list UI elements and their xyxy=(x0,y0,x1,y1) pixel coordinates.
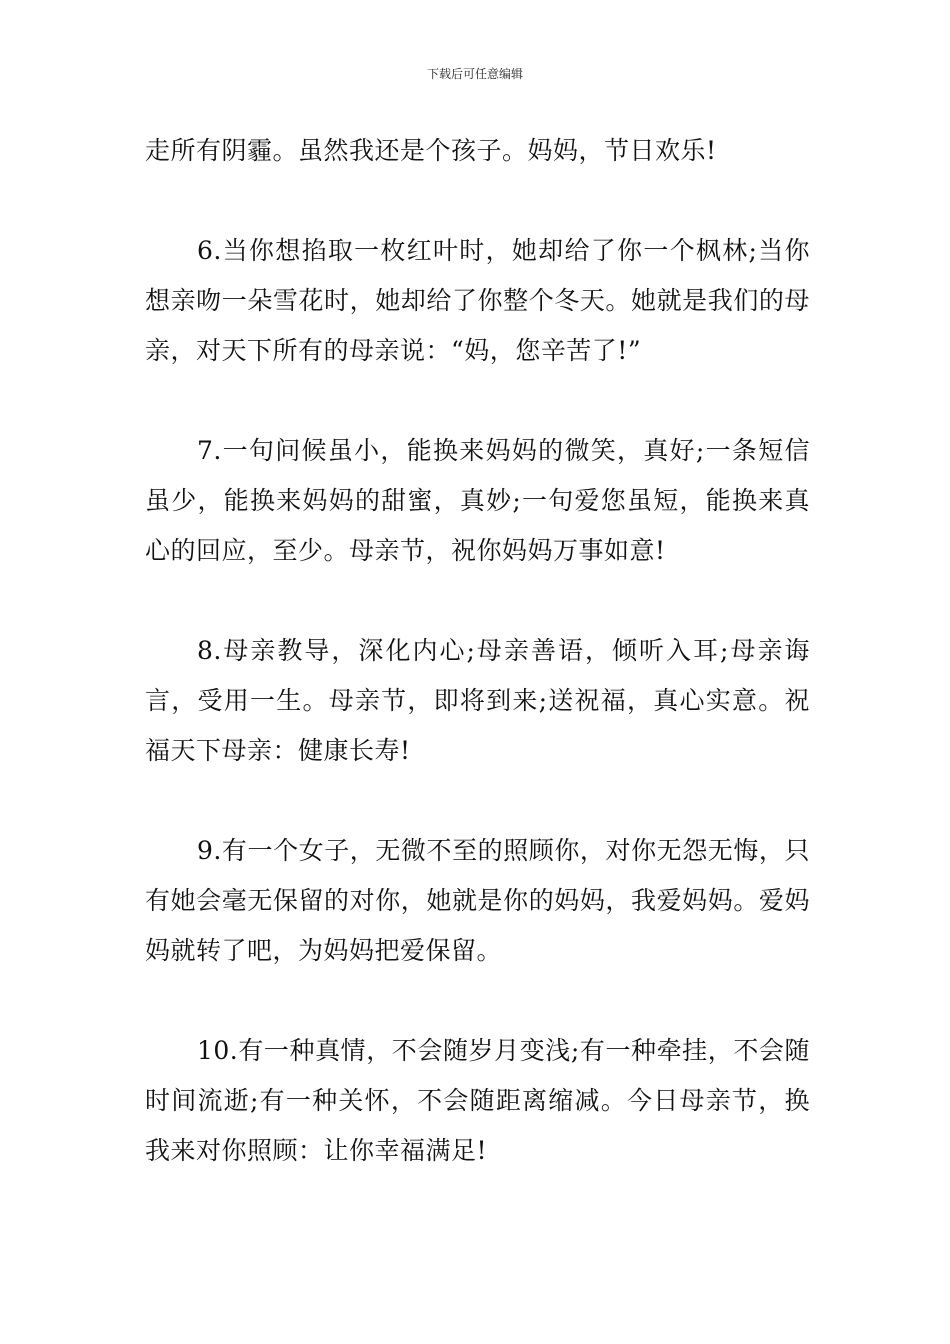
paragraph-item-7: 7.一句问候虽小，能换来妈妈的微笑，真好;一条短信虽少，能换来妈妈的甜蜜，真妙;一句爱您虽短，能换来真心的回应，至少。母亲节，祝你妈妈万事如意! xyxy=(145,436,810,565)
paragraph-item-9: 9.有一个女子，无微不至的照顾你，对你无怨无悔，只有她会毫无保留的对你，她就是你的妈妈，我爱妈妈。爱妈妈就转了吧，为妈妈把爱保留。 xyxy=(145,836,810,965)
paragraph-item-8: 8.母亲教导，深化内心;母亲善语，倾听入耳;母亲诲言，受用一生。母亲节，即将到来;送祝福，真心实意。祝福天下母亲：健康长寿! xyxy=(145,636,810,765)
paragraph-continuation: 走所有阴霾。虽然我还是个孩子。妈妈，节日欢乐! xyxy=(145,136,717,165)
paragraph-item-6: 6.当你想掐取一枚红叶时，她却给了你一个枫林;当你想亲吻一朵雪花时，她却给了你整个冬天。她就是我们的母亲，对天下所有的母亲说：“妈，您辛苦了!” xyxy=(145,236,810,365)
paragraph-gap xyxy=(145,576,810,626)
paragraph-gap xyxy=(145,776,810,826)
document-body xyxy=(145,126,810,1176)
paragraph-gap xyxy=(145,176,810,226)
paragraph-item-10: 10.有一种真情，不会随岁月变浅;有一种牵挂，不会随时间流逝;有一种关怀，不会随距离缩减。今日母亲节，换我来对你照顾：让你幸福满足! xyxy=(145,1036,810,1165)
paragraph-gap xyxy=(145,376,810,426)
paragraph-gap xyxy=(145,976,810,1026)
page-header-note: 下载后可任意编辑 xyxy=(426,67,523,81)
